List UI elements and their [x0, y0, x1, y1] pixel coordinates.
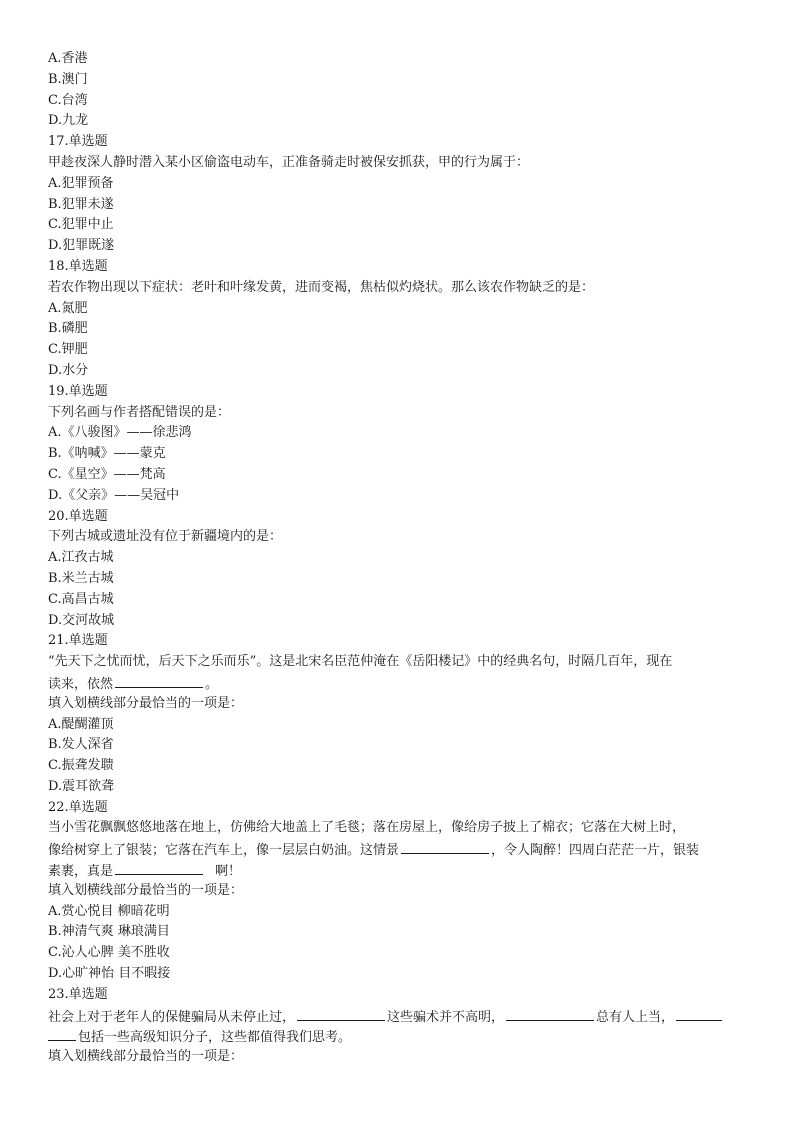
- q21-stem-line1: “先天下之忧而忧，后天下之乐而乐”。这是北宋名臣范仲淹在《岳阳楼记》中的经典名句，时隔几百年，现在: [48, 654, 673, 670]
- q20-header: 20.单选题: [48, 508, 108, 524]
- exam-document: [48, 49, 760, 1068]
- q17-stem: 甲趁夜深人静时潜入某小区偷盗电动车，正准备骑走时被保安抓获，甲的行为属于：: [48, 154, 530, 170]
- q23-blank-2: [506, 1006, 594, 1021]
- q22-blank-1: [401, 839, 489, 854]
- q22-prompt: 填入划横线部分最恰当的一项是：: [48, 882, 244, 898]
- q16-option-d[interactable]: D.九龙: [48, 113, 89, 129]
- q21-option-a[interactable]: A.醍醐灌顶: [48, 716, 114, 732]
- q18-option-b[interactable]: B.磷肥: [48, 321, 88, 337]
- q22-option-b[interactable]: B.神清气爽 琳琅满目: [48, 924, 170, 940]
- q23-stem-line2: 包括一些高级知识分子，这些都值得我们思考。: [48, 1026, 760, 1047]
- q17-option-c[interactable]: C.犯罪中止: [48, 217, 114, 233]
- q17-option-d[interactable]: D.犯罪既遂: [48, 238, 115, 254]
- q21-option-d[interactable]: D.震耳欲聋: [48, 778, 115, 794]
- q21-blank: [115, 673, 203, 688]
- q22-stem-line2: 像给树穿上了银装；它落在汽车上，像一层层白奶油。这情景 ，令人陶醉！四周白茫茫一片，银装: [48, 839, 760, 860]
- q20-option-c[interactable]: C.高昌古城: [48, 591, 114, 607]
- q20-option-a[interactable]: A.江孜古城: [48, 550, 114, 566]
- q17-option-b[interactable]: B.犯罪未遂: [48, 196, 114, 212]
- q23-stem-line1: 社会上对于老年人的保健骗局从未停止过， 这些骗术并不高明， 总有人上当，: [48, 1006, 760, 1027]
- q20-option-d[interactable]: D.交河故城: [48, 612, 115, 628]
- q16-option-c[interactable]: C.台湾: [48, 92, 88, 108]
- q23-blank-3a: [676, 1006, 722, 1021]
- q23-blank-1: [297, 1006, 385, 1021]
- q22-header: 22.单选题: [48, 799, 108, 815]
- q22-blank-2: [115, 860, 203, 875]
- q23-header: 23.单选题: [48, 986, 108, 1002]
- q22-option-c[interactable]: C.沁人心脾 美不胜收: [48, 945, 170, 961]
- q18-option-d[interactable]: D.水分: [48, 362, 89, 378]
- q21-option-b[interactable]: B.发人深省: [48, 737, 114, 753]
- q19-option-d[interactable]: D.《父亲》——吴冠中: [48, 487, 180, 503]
- q21-stem-line2: 读来，依然 。: [48, 673, 760, 694]
- q16-option-a[interactable]: A.香港: [48, 51, 88, 66]
- q21-prompt: 填入划横线部分最恰当的一项是：: [48, 695, 244, 711]
- q18-header: 18.单选题: [48, 258, 108, 274]
- q19-option-c[interactable]: C.《星空》——梵高: [48, 466, 166, 482]
- q20-option-b[interactable]: B.米兰古城: [48, 570, 114, 586]
- q18-stem: 若农作物出现以下症状：老叶和叶缘发黄，进而变褐，焦枯似灼烧状。那么该农作物缺乏的是：: [48, 279, 595, 295]
- q22-option-d[interactable]: D.心旷神怡 目不暇接: [48, 966, 171, 982]
- q22-option-a[interactable]: A.赏心悦目 柳暗花明: [48, 903, 170, 919]
- q22-stem-line1: 当小雪花飘飘悠悠地落在地上，仿佛给大地盖上了毛毯；落在房屋上，像给房子披上了棉衣；它落在大树上时，: [48, 820, 686, 836]
- q19-stem: 下列名画与作者搭配错误的是：: [48, 404, 231, 420]
- q18-option-a[interactable]: A.氮肥: [48, 300, 88, 316]
- q21-option-c[interactable]: C.振聋发聩: [48, 758, 114, 774]
- q22-stem-line3: 素裹，真是 啊！: [48, 860, 760, 881]
- q21-header: 21.单选题: [48, 633, 108, 649]
- q23-blank-3b: [48, 1026, 76, 1041]
- q23-prompt: 填入划横线部分最恰当的一项是：: [48, 1049, 244, 1065]
- q19-option-b[interactable]: B.《呐喊》——蒙克: [48, 446, 166, 462]
- q19-header: 19.单选题: [48, 383, 108, 399]
- q20-stem: 下列古城或遗址没有位于新疆境内的是：: [48, 529, 283, 545]
- q19-option-a[interactable]: A.《八骏图》——徐悲鸿: [48, 425, 192, 441]
- q18-option-c[interactable]: C.钾肥: [48, 342, 88, 358]
- q17-header: 17.单选题: [48, 134, 108, 150]
- q17-option-a[interactable]: A.犯罪预备: [48, 175, 114, 191]
- q16-option-b[interactable]: B.澳门: [48, 71, 88, 87]
